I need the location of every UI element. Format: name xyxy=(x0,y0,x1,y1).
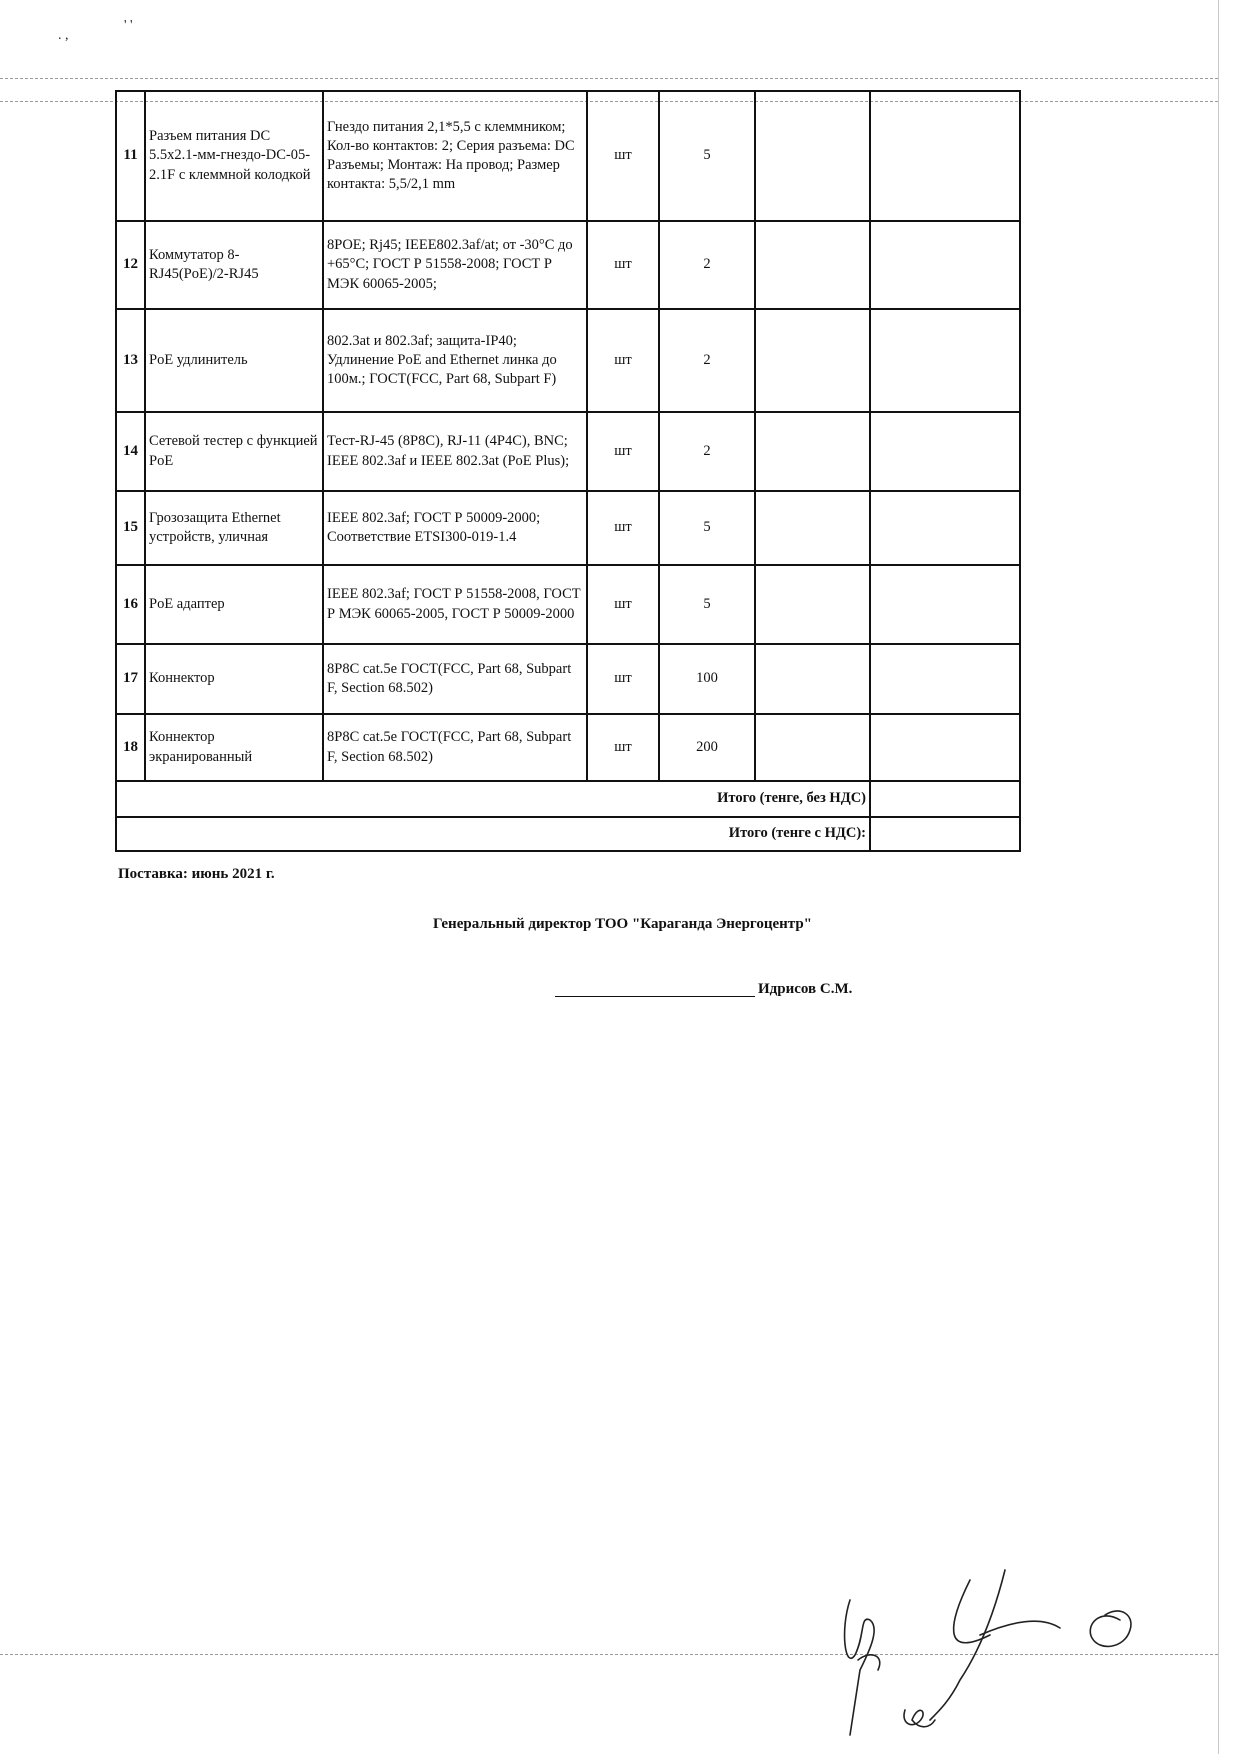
total-with-vat-label: Итого (тенге с НДС): xyxy=(116,817,870,851)
item-sum xyxy=(870,644,1020,714)
item-name: PoE адаптер xyxy=(145,565,323,644)
item-price xyxy=(755,412,870,491)
table-row xyxy=(116,309,1020,412)
item-quantity: 5 xyxy=(659,91,755,221)
item-name: Коннектор xyxy=(145,644,323,714)
item-name: Коннектор экранированный xyxy=(145,714,323,781)
item-specification: 8P8C cat.5e ГОСТ(FCC, Part 68, Subpart F, Section 68.502) xyxy=(323,644,587,714)
item-name: PoE удлинитель xyxy=(145,309,323,412)
item-price xyxy=(755,491,870,565)
item-name: Разъем питания DC 5.5x2.1-мм-гнездо-DC-05-2.1F с клеммной колодкой xyxy=(145,91,323,221)
item-specification: 8POE; Rj45; IEEE802.3af/at; от -30°C до +65°C; ГОСТ Р 51558-2008; ГОСТ Р МЭК 60065-2005; xyxy=(323,221,587,309)
items-table xyxy=(115,90,1021,852)
item-specification: IEEE 802.3af; ГОСТ Р 50009-2000; Соответствие ETSI300-019-1.4 xyxy=(323,491,587,565)
item-quantity: 100 xyxy=(659,644,755,714)
item-quantity: 200 xyxy=(659,714,755,781)
page-edge xyxy=(1218,0,1219,1754)
total-no-vat-value xyxy=(870,781,1020,817)
item-specification: 8P8C cat.5e ГОСТ(FCC, Part 68, Subpart F, Section 68.502) xyxy=(323,714,587,781)
table-row xyxy=(116,221,1020,309)
item-sum xyxy=(870,714,1020,781)
item-price xyxy=(755,644,870,714)
item-specification: IEEE 802.3af; ГОСТ Р 51558-2008, ГОСТ Р МЭК 60065-2005, ГОСТ Р 50009-2000 xyxy=(323,565,587,644)
item-price xyxy=(755,309,870,412)
item-name: Грозозащита Ethernet устройств, уличная xyxy=(145,491,323,565)
item-name: Коммутатор 8-RJ45(PoE)/2-RJ45 xyxy=(145,221,323,309)
total-row-no-vat xyxy=(116,781,1020,817)
row-number: 14 xyxy=(116,412,145,491)
director-title: Генеральный директор ТОО "Караганда Энергоцентр" xyxy=(433,916,813,932)
item-price xyxy=(755,221,870,309)
scan-speck: ' ' xyxy=(124,18,133,33)
row-number: 15 xyxy=(116,491,145,565)
item-quantity: 2 xyxy=(659,412,755,491)
item-sum xyxy=(870,565,1020,644)
item-price xyxy=(755,565,870,644)
item-sum xyxy=(870,91,1020,221)
item-name: Сетевой тестер с функцией PoE xyxy=(145,412,323,491)
item-price xyxy=(755,91,870,221)
row-number: 17 xyxy=(116,644,145,714)
table-row xyxy=(116,714,1020,781)
table-row xyxy=(116,644,1020,714)
row-number: 11 xyxy=(116,91,145,221)
delivery-note: Поставка: июнь 2021 г. xyxy=(118,866,275,882)
item-unit: шт xyxy=(587,309,659,412)
item-unit: шт xyxy=(587,221,659,309)
item-quantity: 2 xyxy=(659,221,755,309)
item-quantity: 5 xyxy=(659,565,755,644)
item-price xyxy=(755,714,870,781)
item-specification: Гнездо питания 2,1*5,5 с клеммником; Кол-во контактов: 2; Серия разъема: DC Разъемы; Монтаж: На провод; Размер контакта: 5,5/2,1 mm xyxy=(323,91,587,221)
item-specification: Тест-RJ-45 (8P8C), RJ-11 (4P4C), BNC; IEEE 802.3af и IEEE 802.3at (PoE Plus); xyxy=(323,412,587,491)
table-row xyxy=(116,412,1020,491)
item-specification: 802.3at и 802.3af; защита-IP40; Удлинение PoE and Ethernet линка до 100м.; ГОСТ(FCC, Part 68, Subpart F) xyxy=(323,309,587,412)
scan-speck: . , xyxy=(58,28,69,43)
item-unit: шт xyxy=(587,491,659,565)
scan-line-top xyxy=(0,78,1218,79)
item-sum xyxy=(870,412,1020,491)
total-with-vat-value xyxy=(870,817,1020,851)
total-row-with-vat xyxy=(116,817,1020,851)
row-number: 12 xyxy=(116,221,145,309)
handwritten-signature xyxy=(830,1560,1160,1740)
row-number: 18 xyxy=(116,714,145,781)
table-row xyxy=(116,491,1020,565)
item-unit: шт xyxy=(587,644,659,714)
signatory-name: Идрисов С.М. xyxy=(758,981,853,997)
item-sum xyxy=(870,221,1020,309)
item-unit: шт xyxy=(587,714,659,781)
item-quantity: 5 xyxy=(659,491,755,565)
item-unit: шт xyxy=(587,91,659,221)
total-no-vat-label: Итого (тенге, без НДС) xyxy=(116,781,870,817)
row-number: 13 xyxy=(116,309,145,412)
item-sum xyxy=(870,491,1020,565)
item-sum xyxy=(870,309,1020,412)
item-quantity: 2 xyxy=(659,309,755,412)
item-unit: шт xyxy=(587,565,659,644)
signature-line xyxy=(555,996,755,997)
table-row xyxy=(116,565,1020,644)
row-number: 16 xyxy=(116,565,145,644)
table-row xyxy=(116,91,1020,221)
table-body xyxy=(116,91,1020,781)
item-unit: шт xyxy=(587,412,659,491)
